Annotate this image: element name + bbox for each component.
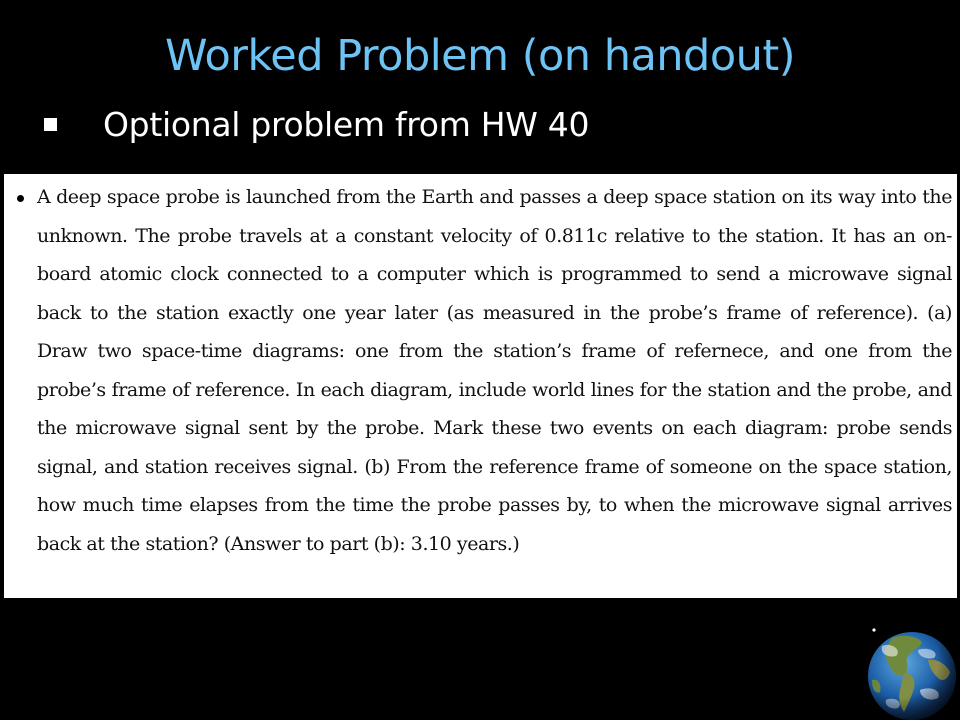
bullet-item xyxy=(44,96,589,152)
handout-excerpt xyxy=(4,174,957,598)
bullet-text: Optional problem from HW 40 xyxy=(103,104,590,144)
dot-bullet-icon xyxy=(17,195,24,202)
slide-title: Worked Problem (on handout) xyxy=(164,31,796,81)
earth-globe-icon xyxy=(862,620,960,720)
handout-problem-text: A deep space probe is launched from the Earth and passes a deep space station on its way into the unknown. The probe travels at a constant velocity of 0.811c relative to the station. It has an on-board atomic clock connected to a computer which is programmed to send a microwave signal back to the station exactly one year later (as measured in the probe’s frame of reference). (a) Draw two space-time diagrams: one from the station’s frame of refernece, and one from the probe’s frame of reference. In each diagram, include world lines for the station and the probe, and the microwave signal sent by the probe. Mark these two events on each diagram: probe sends signal, and station receives signal. (b) From the reference frame of someone on the space station, how much time elapses from the time the probe passes by, to when the microwave signal arrives back at the station? (Answer to part (b): 3.10 years.) xyxy=(37,186,952,555)
square-bullet-icon xyxy=(44,118,57,131)
